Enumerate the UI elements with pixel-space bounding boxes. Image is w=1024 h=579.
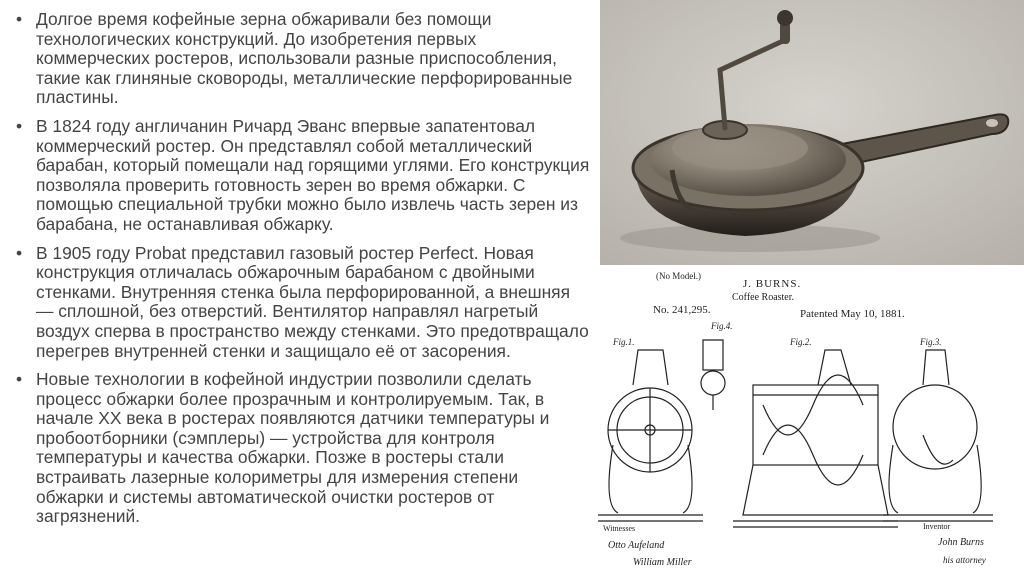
bullet-text: Долгое время кофейные зерна обжаривали без помощи технологических конструкций. До изобретения первых коммерческих ростеров, использовали разные приспособления, такие как глиняные сковороды, металлические перфорированные пластины.: [36, 9, 573, 108]
patent-inventor-signature: John Burns: [938, 537, 984, 548]
patent-fig1-drawing: [598, 350, 703, 521]
patent-attorney-signature: his attorney: [943, 555, 986, 565]
roaster-pan-illustration: [600, 0, 1024, 265]
patent-drawing: [593, 265, 1024, 574]
bullet-text: Новые технологии в кофейной индустрии позволили сделать процесс обжарки более прозрачным и контролируемым. Так, в начале XX века в ростерах появляются датчики температуры и пробоотборники (сэмплеры) — устройства для контроля температуры и качества обжарки. Позже в ростеры стали встраивать лазерные колориметры для измерения степени обжарки и системы автоматической очистки ростеров от загрязнений.: [36, 369, 550, 527]
bullet-dot: •: [16, 242, 23, 263]
bullet-text: В 1905 году Probat представил газовый ростер Perfect. Новая конструкция отличалась обжарочным барабаном с двойными стенками. Внутренняя стенка была перфорированной, а внешняя — сплошной, без отверстий. Вентилятор направлял нагретый воздух сперва в пространство между стенками. Это предотвращало перегрев внутренней стенки и защищало её от засорения.: [36, 242, 589, 361]
patent-title: Coffee Roaster.: [732, 292, 795, 303]
patent-fig1-label: Fig.1.: [613, 337, 635, 347]
patent-inventor-label: Inventor: [923, 522, 951, 531]
patent-witness-1: Otto Aufeland: [608, 540, 665, 551]
bullet-dot: •: [16, 9, 23, 29]
patent-fig4-label: Fig.4.: [711, 321, 733, 331]
bullet-text: В 1824 году англичанин Ричард Эванс впервые запатентовал коммерческий ростер. Он представлял собой металлический барабан, который помещали над горящими углями. Его конструкция позволяла проверить готовность зерен во время обжарки. С помощью специальной трубки можно было извлечь часть зерен из барабана, не останавливая обжарку.: [36, 115, 590, 234]
patent-no-model: (No Model.): [656, 271, 701, 281]
bullet-item: [12, 370, 590, 527]
patent-inventor-name: J. BURNS.: [743, 278, 802, 290]
bullet-item: [12, 117, 590, 235]
patent-date: Patented May 10, 1881.: [800, 308, 905, 320]
bullet-item: [12, 244, 590, 362]
patent-witness-2: William Miller: [633, 557, 692, 568]
bullet-dot: •: [16, 115, 23, 136]
patent-fig2-drawing: [733, 350, 898, 527]
bullet-dot: •: [16, 369, 23, 390]
bullet-list: [12, 10, 590, 527]
patent-witnesses-label: Witnesses: [603, 524, 636, 533]
patent-number: No. 241,295.: [653, 304, 711, 316]
patent-svg: [593, 265, 1024, 574]
text-column: [12, 10, 590, 536]
patent-fig3-label: Fig.3.: [920, 337, 942, 347]
patent-fig2-label: Fig.2.: [790, 337, 812, 347]
roaster-pan-photo: [600, 0, 1024, 265]
patent-fig3-drawing: [883, 350, 993, 521]
patent-fig4-drawing: [701, 340, 725, 410]
bullet-item: [12, 10, 590, 108]
